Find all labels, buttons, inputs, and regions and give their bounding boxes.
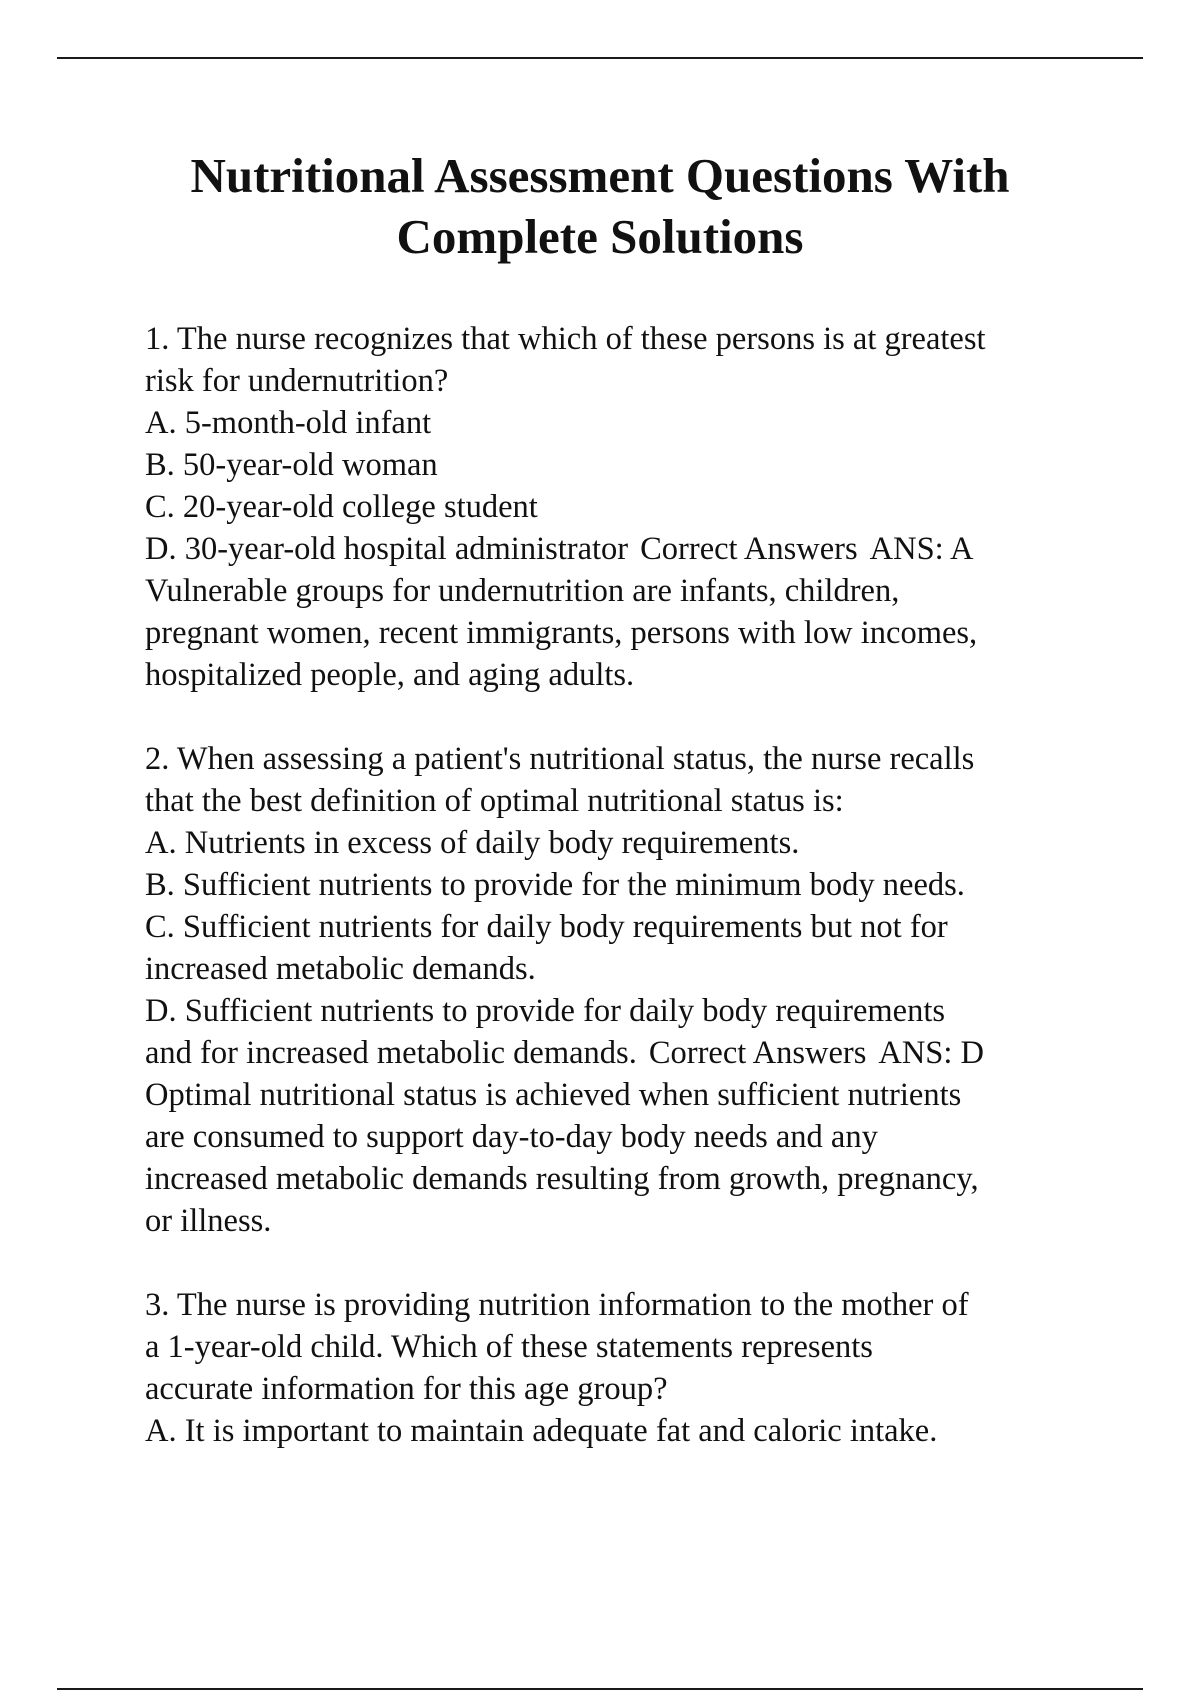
question-text: risk for undernutrition? (145, 363, 449, 399)
rationale-text: Vulnerable groups for undernutrition are infants, children, (145, 573, 900, 609)
document-title (100, 145, 1100, 267)
question-text: 3. The nurse is providing nutrition information to the mother of (145, 1287, 969, 1323)
rationale-text: hospitalized people, and aging adults. (145, 657, 635, 693)
question-text: accurate information for this age group? (145, 1371, 668, 1407)
title-line: Complete Solutions (396, 209, 804, 264)
question-text: that the best definition of optimal nutritional status is: (145, 783, 844, 819)
option-a: A. It is important to maintain adequate fat and caloric intake. (145, 1413, 938, 1449)
option-c: increased metabolic demands. (145, 951, 536, 987)
rationale-text: or illness. (145, 1203, 272, 1239)
answer-line (145, 1032, 1105, 1074)
option-d: D. Sufficient nutrients to provide for daily body requirements (145, 993, 945, 1029)
question-3 (145, 1284, 1105, 1452)
question-2 (145, 738, 1105, 1242)
correct-answers-label: Correct Answers (640, 531, 858, 567)
question-1 (145, 318, 1105, 696)
option-c: C. Sufficient nutrients for daily body requirements but not for (145, 909, 948, 945)
rationale-text: are consumed to support day-to-day body needs and any (145, 1119, 878, 1155)
rationale-text: pregnant women, recent immigrants, persons with low incomes, (145, 615, 978, 651)
answer-key: ANS: D (878, 1035, 985, 1071)
option-d: and for increased metabolic demands. (145, 1035, 637, 1071)
option-b: B. 50-year-old woman (145, 447, 438, 483)
option-a: A. Nutrients in excess of daily body requirements. (145, 825, 800, 861)
answer-key: ANS: A (869, 531, 974, 567)
option-b: B. Sufficient nutrients to provide for the minimum body needs. (145, 867, 965, 903)
rationale-text: increased metabolic demands resulting from growth, pregnancy, (145, 1161, 979, 1197)
title-line: Nutritional Assessment Questions With (190, 148, 1010, 203)
bottom-rule (57, 1688, 1143, 1690)
question-text: a 1-year-old child. Which of these statements represents (145, 1329, 873, 1365)
rationale-text: Optimal nutritional status is achieved when sufficient nutrients (145, 1077, 962, 1113)
option-d: D. 30-year-old hospital administrator (145, 531, 629, 567)
option-a: A. 5-month-old infant (145, 405, 432, 441)
top-rule (57, 57, 1143, 59)
question-text: 1. The nurse recognizes that which of these persons is at greatest (145, 321, 986, 357)
option-c: C. 20-year-old college student (145, 489, 538, 525)
question-list (145, 318, 1105, 1494)
answer-line (145, 528, 1105, 570)
correct-answers-label: Correct Answers (648, 1035, 867, 1071)
question-text: 2. When assessing a patient's nutritional status, the nurse recalls (145, 741, 975, 777)
